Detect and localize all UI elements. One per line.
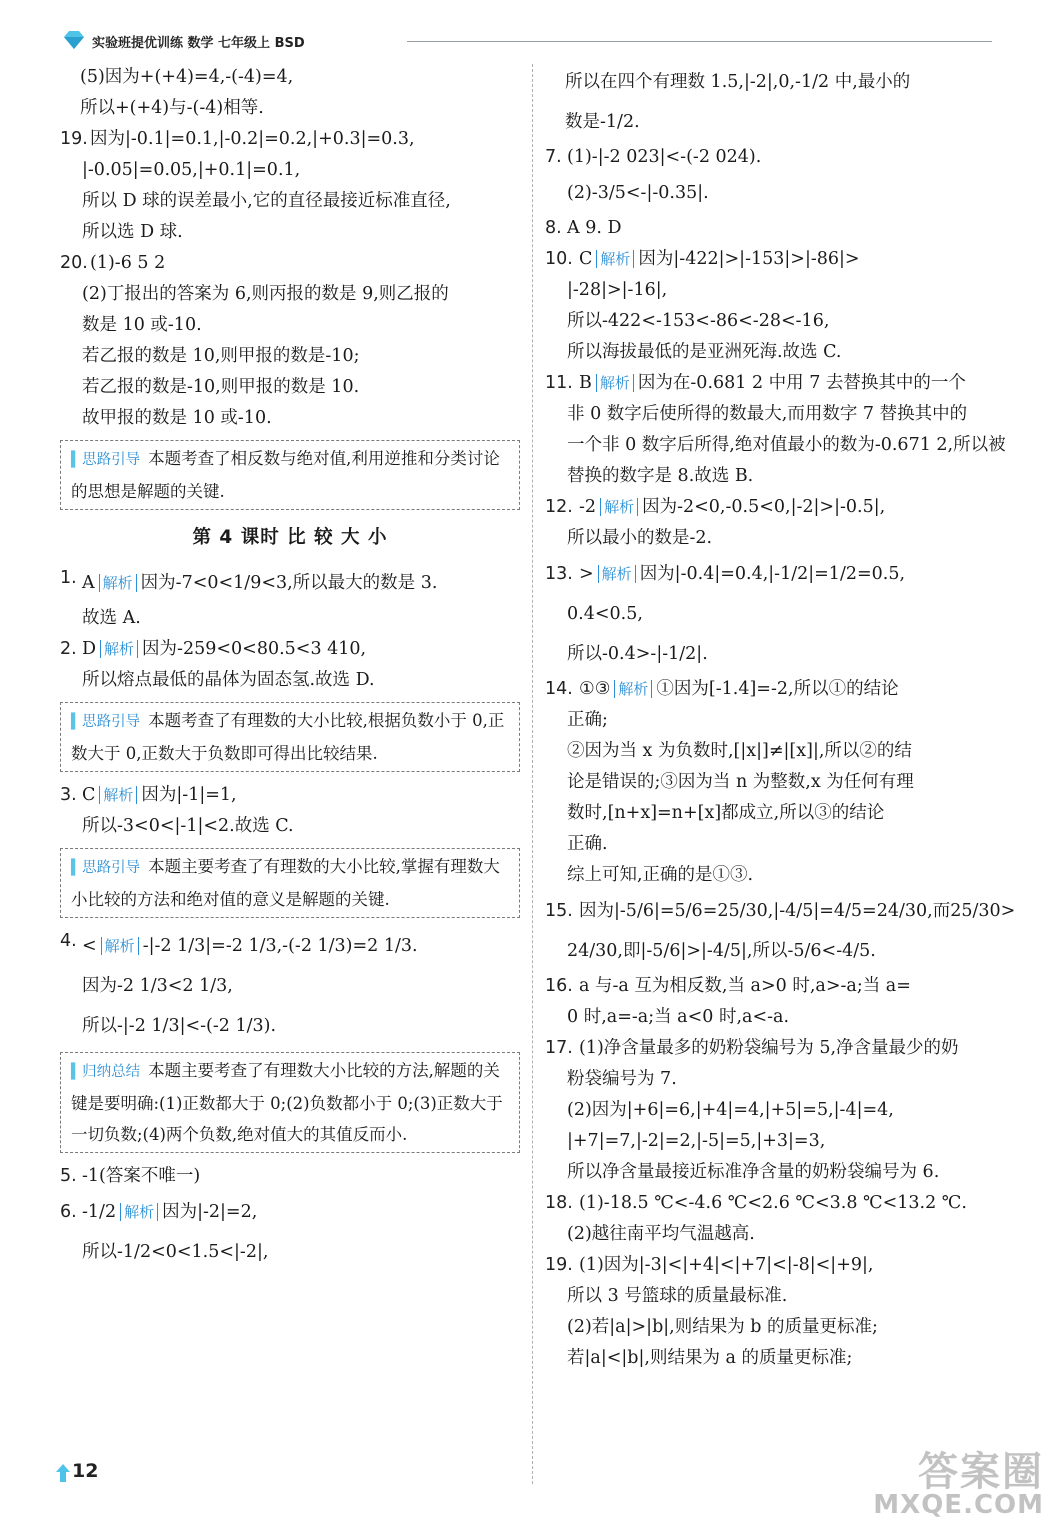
question-number: 1.	[60, 568, 77, 588]
answer-line: 若乙报的数是-10,则甲报的数是 10.	[82, 377, 360, 397]
answer-17	[545, 1033, 1000, 1188]
answer-line: 所以净含量最接近标准净含量的奶粉袋编号为 6.	[567, 1162, 940, 1182]
question-number: 20.	[60, 253, 88, 273]
question-number: 7.	[545, 147, 562, 167]
answer-choice: -2	[579, 497, 597, 517]
answer-line: 一个非 0 数字后所得,绝对值最小的数为-0.671 2,所以被	[567, 435, 1006, 455]
question-number: 19.	[60, 129, 88, 149]
answer-20	[60, 248, 520, 434]
answer-choice: >	[579, 564, 594, 584]
answer-line: 0.4<0.5,	[567, 604, 643, 624]
answer-line: (2)因为|+6|=6,|+4|=4,|+5|=5,|-4|=4,	[567, 1100, 894, 1120]
answer-line: 论是错误的;③因为当 n 为整数,x 为任何有理	[567, 772, 914, 792]
answer-line: 0 时,a=-a;当 a<0 时,a<-a.	[567, 1007, 790, 1027]
answer-line: 所以熔点最低的晶体为固态氢.故选 D.	[82, 670, 375, 690]
answer-11	[545, 368, 1006, 492]
hint-label: ▍ 思路引导	[71, 860, 140, 876]
answer-7	[545, 142, 1000, 213]
answer-line: 替换的数字是 8.故选 B.	[567, 466, 754, 486]
answer-choice: ①③	[579, 679, 611, 699]
answer-choice: C	[82, 785, 96, 805]
answer-line: 因为|-0.1|=0.1,|-0.2|=0.2,|+0.3|=0.3,	[90, 129, 415, 149]
section-title: 第 4 课时 比 较 大 小	[192, 527, 388, 548]
answer-line: (2)-3/5<-|-0.35|.	[567, 183, 709, 203]
question-number: 13.	[545, 564, 573, 584]
question-number: 18.	[545, 1193, 573, 1213]
answer-line: 故选 A.	[82, 608, 141, 628]
page-header	[62, 28, 992, 54]
analysis-tag: 解析	[600, 498, 638, 516]
answer-line: 所以-422<-153<-86<-28<-16,	[567, 311, 830, 331]
question-number: 6.	[60, 1202, 77, 1222]
answer-line: ①因为[-1.4]=-2,所以①的结论	[656, 679, 899, 699]
answer-line: (2)丁报出的答案为 6,则丙报的数是 9,则乙报的	[82, 284, 449, 304]
answer-line: 正确;	[567, 710, 608, 730]
answer-line: 所以-1/2<0<1.5<|-2|,	[82, 1242, 269, 1262]
column-divider	[532, 64, 533, 1484]
answer-line: (1)因为|-3|<|+4|<|+7|<|-8|<|+9|,	[579, 1255, 874, 1275]
question-number: 17.	[545, 1038, 573, 1058]
answer-6-continued	[545, 62, 1000, 142]
header-rule	[407, 41, 992, 42]
answer-line: 若乙报的数是 10,则甲报的数是-10;	[82, 346, 360, 366]
answer-choice: B	[579, 373, 592, 393]
answer-line: 粉袋编号为 7.	[567, 1069, 677, 1089]
analysis-tag: 解析	[100, 640, 138, 658]
hint-label: ▍ 思路引导	[71, 714, 140, 730]
question-number: 19.	[545, 1255, 573, 1275]
answer-line: 数是-1/2.	[565, 112, 640, 132]
question-number: 16.	[545, 976, 573, 996]
answer-choice: D	[82, 639, 97, 659]
answer-line: 因为|-422|>|-153|>|-86|>	[638, 249, 860, 269]
answer-line: 若|a|<|b|,则结果为 a 的质量更标准;	[567, 1348, 853, 1368]
answer-line: 因为|-2|=2,	[162, 1202, 258, 1222]
hint-text: 本题考查了相反数与绝对值,利用逆推和分类讨论的思想是解题的关键.	[71, 449, 500, 501]
summary-label: ▍ 归纳总结	[71, 1064, 140, 1080]
answer-line: 所以最小的数是-2.	[567, 528, 713, 548]
question-number: 8.	[545, 218, 562, 238]
answer-10	[545, 244, 1000, 368]
analysis-tag: 解析	[99, 786, 137, 804]
answer-line: -|-2 1/3|=-2 1/3,-(-2 1/3)=2 1/3.	[142, 936, 418, 956]
answer-line: (1)-18.5 ℃<-4.6 ℃<2.6 ℃<3.8 ℃<13.2 ℃.	[579, 1193, 967, 1213]
answer-15	[545, 891, 1016, 971]
question-number: 4.	[60, 931, 77, 951]
page-number-badge	[56, 1458, 99, 1488]
answer-18	[545, 1188, 1000, 1250]
summary-box	[60, 1052, 520, 1153]
answer-line: 所以-3<0<|-1|<2.故选 C.	[82, 816, 294, 836]
answer-choice: <	[82, 936, 97, 956]
question-number: 14.	[545, 679, 573, 699]
answer-4	[60, 926, 520, 1046]
answer-line: 24/30,即|-5/6|>|-4/5|,所以-5/6<-4/5.	[567, 941, 876, 961]
answer-choice: A	[82, 573, 95, 593]
answer-line: a 与-a 互为相反数,当 a>0 时,a>-a;当 a=	[579, 976, 911, 996]
answer-14	[545, 674, 1000, 891]
answer-line: |+7|=7,|-2|=2,|-5|=5,|+3|=3,	[567, 1131, 826, 1151]
answer-choice: C	[579, 249, 593, 269]
analysis-tag: 解析	[596, 250, 634, 268]
watermark	[872, 1440, 1052, 1530]
answer-line: 因为在-0.681 2 中用 7 去替换其中的一个	[637, 373, 966, 393]
question-number: 12.	[545, 497, 573, 517]
answer-13	[545, 554, 1000, 674]
hint-box	[60, 702, 520, 772]
hint-box	[60, 440, 520, 510]
answer-line: 故甲报的数是 10 或-10.	[82, 408, 272, 428]
answer-6	[60, 1192, 520, 1272]
analysis-tag: 解析	[99, 574, 137, 592]
question-number: 3.	[60, 785, 77, 805]
answer-line: 所以 D 球的误差最小,它的直径最接近标准直径,	[82, 191, 451, 211]
answer-line: 因为-259<0<80.5<3 410,	[142, 639, 367, 659]
answer-choice: -1/2	[82, 1202, 117, 1222]
answer-5	[60, 1161, 520, 1192]
up-arrow-icon	[56, 1464, 70, 1482]
answer-19	[60, 124, 520, 248]
answer-line: -1(答案不唯一)	[82, 1166, 201, 1186]
answer-line: (5)因为+(+4)=4,-(-4)=4,	[80, 67, 294, 87]
answer-line: (1)-|-2 023|<-(-2 024).	[567, 147, 762, 167]
answer-line: A 9. D	[567, 218, 622, 238]
diamond-logo-icon	[62, 30, 86, 50]
answer-line: (2)越往南平均气温越高.	[567, 1224, 755, 1244]
question-number: 5.	[60, 1166, 77, 1186]
answer-line: 综上可知,正确的是①③.	[567, 865, 754, 885]
answer-line: 因为-2<0,-0.5<0,|-2|>|-0.5|,	[642, 497, 886, 517]
answer-line: (1)-6 5 2	[90, 253, 166, 273]
analysis-tag: 解析	[120, 1203, 158, 1221]
right-column	[545, 62, 1016, 1374]
answer-line: 所以在四个有理数 1.5,|-2|,0,-1/2 中,最小的	[565, 72, 911, 92]
answer-line: 数时,[n+x]=n+[x]都成立,所以③的结论	[567, 803, 885, 823]
question-number: 11.	[545, 373, 573, 393]
answer-line: 所以 3 号篮球的质量最标准.	[567, 1286, 788, 1306]
question-number: 10.	[545, 249, 573, 269]
answer-line: 非 0 数字后使所得的数最大,而用数字 7 替换其中的	[567, 404, 968, 424]
answer-line: (1)净含量最多的奶粉袋编号为 5,净含量最少的奶	[579, 1038, 959, 1058]
left-column	[60, 62, 520, 1272]
answer-19	[545, 1250, 1000, 1374]
answer-1	[60, 563, 520, 634]
page-number: 12	[72, 1460, 99, 1482]
answer-line: 因为|-0.4|=0.4,|-1/2|=1/2=0.5,	[639, 564, 906, 584]
answer-line: 因为|-1|=1,	[141, 785, 237, 805]
answer-line: |-0.05|=0.05,|+0.1|=0.1,	[82, 160, 301, 180]
watermark-text: 答案圈	[918, 1449, 1044, 1495]
answer-line: ②因为当 x 为负数时,[|x|]≠|[x]|,所以②的结	[567, 741, 912, 761]
answer-12	[545, 492, 1000, 554]
answer-2	[60, 634, 520, 696]
hint-box	[60, 848, 520, 918]
answer-8-9	[545, 213, 1000, 244]
answer-line: 所以选 D 球.	[82, 222, 183, 242]
analysis-tag: 解析	[614, 680, 652, 698]
analysis-tag: 解析	[101, 937, 139, 955]
answer-line: |-28|>|-16|,	[567, 280, 668, 300]
question-number: 2.	[60, 639, 77, 659]
answer-line: 所以+(+4)与-(-4)相等.	[80, 98, 264, 118]
answer-line: 数是 10 或-10.	[82, 315, 202, 335]
answer-line: 因为-2 1/3<2 1/3,	[82, 976, 233, 996]
analysis-tag: 解析	[598, 565, 636, 583]
answer-line: (2)若|a|>|b|,则结果为 b 的质量更标准;	[567, 1317, 878, 1337]
watermark-url: MXQE.COM	[873, 1490, 1044, 1520]
answer-line: 因为|-5/6|=5/6=25/30,|-4/5|=4/5=24/30,而25/30>	[579, 901, 1016, 921]
hint-text: 本题主要考查了有理数的大小比较,掌握有理数大小比较的方法和绝对值的意义是解题的关键.	[71, 857, 500, 909]
summary-text: 本题主要考查了有理数大小比较的方法,解题的关键是要明确:(1)正数都大于 0;(2)负数都小于 0;(3)正数大于一切负数;(4)两个负数,绝对值大的其值反而小.	[71, 1061, 503, 1144]
answer-3	[60, 780, 520, 842]
answer-line: 正确.	[567, 834, 608, 854]
hint-text: 本题考查了有理数的大小比较,根据负数小于 0,正数大于 0,正数大于负数即可得出比较结果.	[71, 711, 505, 763]
question-number: 15.	[545, 901, 573, 921]
book-title: 实验班提优训练 数学 七年级上 BSD	[92, 36, 305, 51]
answer-line: 因为-7<0<1/9<3,所以最大的数是 3.	[140, 573, 438, 593]
hint-label: ▍ 思路引导	[71, 452, 140, 468]
answer-line: 所以-|-2 1/3|<-(-2 1/3).	[82, 1016, 277, 1036]
answer-18-5	[60, 62, 520, 124]
analysis-tag: 解析	[596, 374, 634, 392]
answer-line: 所以海拔最低的是亚洲死海.故选 C.	[567, 342, 842, 362]
answer-16	[545, 971, 1000, 1033]
answer-line: 所以-0.4>-|-1/2|.	[567, 644, 708, 664]
